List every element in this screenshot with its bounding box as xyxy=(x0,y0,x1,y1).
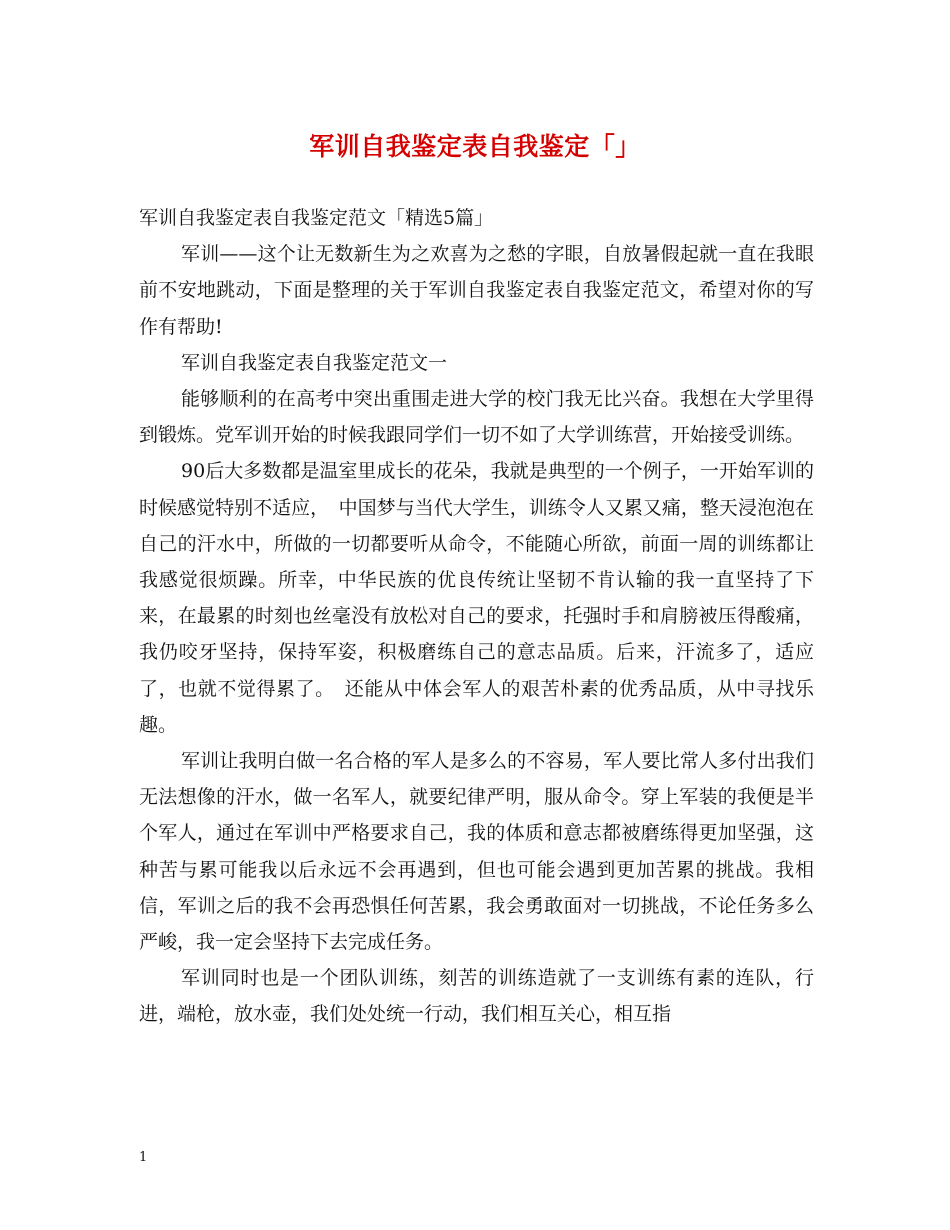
section-heading: 军训自我鉴定表自我鉴定范文一 xyxy=(181,351,448,374)
document-body xyxy=(139,200,814,1033)
subtitle-paragraph: 军训自我鉴定表自我鉴定范文「精选5篇」 xyxy=(139,207,494,229)
page-number: 1 xyxy=(139,1150,148,1165)
document-title: 军训自我鉴定表自我鉴定「」 xyxy=(309,132,641,161)
intro-paragraph: 军训——这个让无数新生为之欢喜为之愁的字眼，自放暑假起就一直在我眼前不安地跳动，下面是整理的关于军训自我鉴定表自我鉴定范文，希望对你的写作有帮助! xyxy=(139,243,814,338)
body-paragraph: 军训同时也是一个团队训练，刻苦的训练造就了一支训练有素的连队，行进，端枪，放水壶，我们处处统一行动，我们相互关心，相互指 xyxy=(139,967,814,1026)
body-paragraph: 军训让我明白做一名合格的军人是多么的不容易，军人要比常人多付出我们无法想像的汗水，做一名军人，就要纪律严明，服从命令。穿上军装的我便是半个军人，通过在军训中严格要求自己，我的体质和意志都被磨练得更加坚强，这种苦与累可能我以后永远不会再遇到，但也可能会遇到更加苦累的挑战。我相信，军训之后的我不会再恐惧任何苦累，我会勇敢面对一切挑战，不论任务多么严峻，我一定会坚持下去完成任务。 xyxy=(139,750,814,954)
body-paragraph: 能够顺利的在高考中突出重围走进大学的校门我无比兴奋。我想在大学里得到锻炼。党军训开始的时候我跟同学们一切不如了大学训练营，开始接受训练。 xyxy=(139,388,814,447)
body-paragraph: 90后大多数都是温室里成长的花朵，我就是典型的一个例子，一开始军训的时候感觉特别不适应， 中国梦与当代大学生，训练令人又累又痛，整天浸泡泡在自己的汗水中，所做的一切都要听从命令，不能随心所欲，前面一周的训练都让我感觉很烦躁。所幸，中华民族的优良传统让坚韧不肯认输的我一直坚持了下来，在最累的时刻也丝毫没有放松对自己的要求，托强时手和肩膀被压得酸痛，我仍咬牙坚持，保持军姿，积极磨练自己的意志品质。后来，汗流多了，适应了，也就不觉得累了。 还能从中体会军人的艰苦朴素的优秀品质，从中寻找乐趣。 xyxy=(139,460,814,736)
